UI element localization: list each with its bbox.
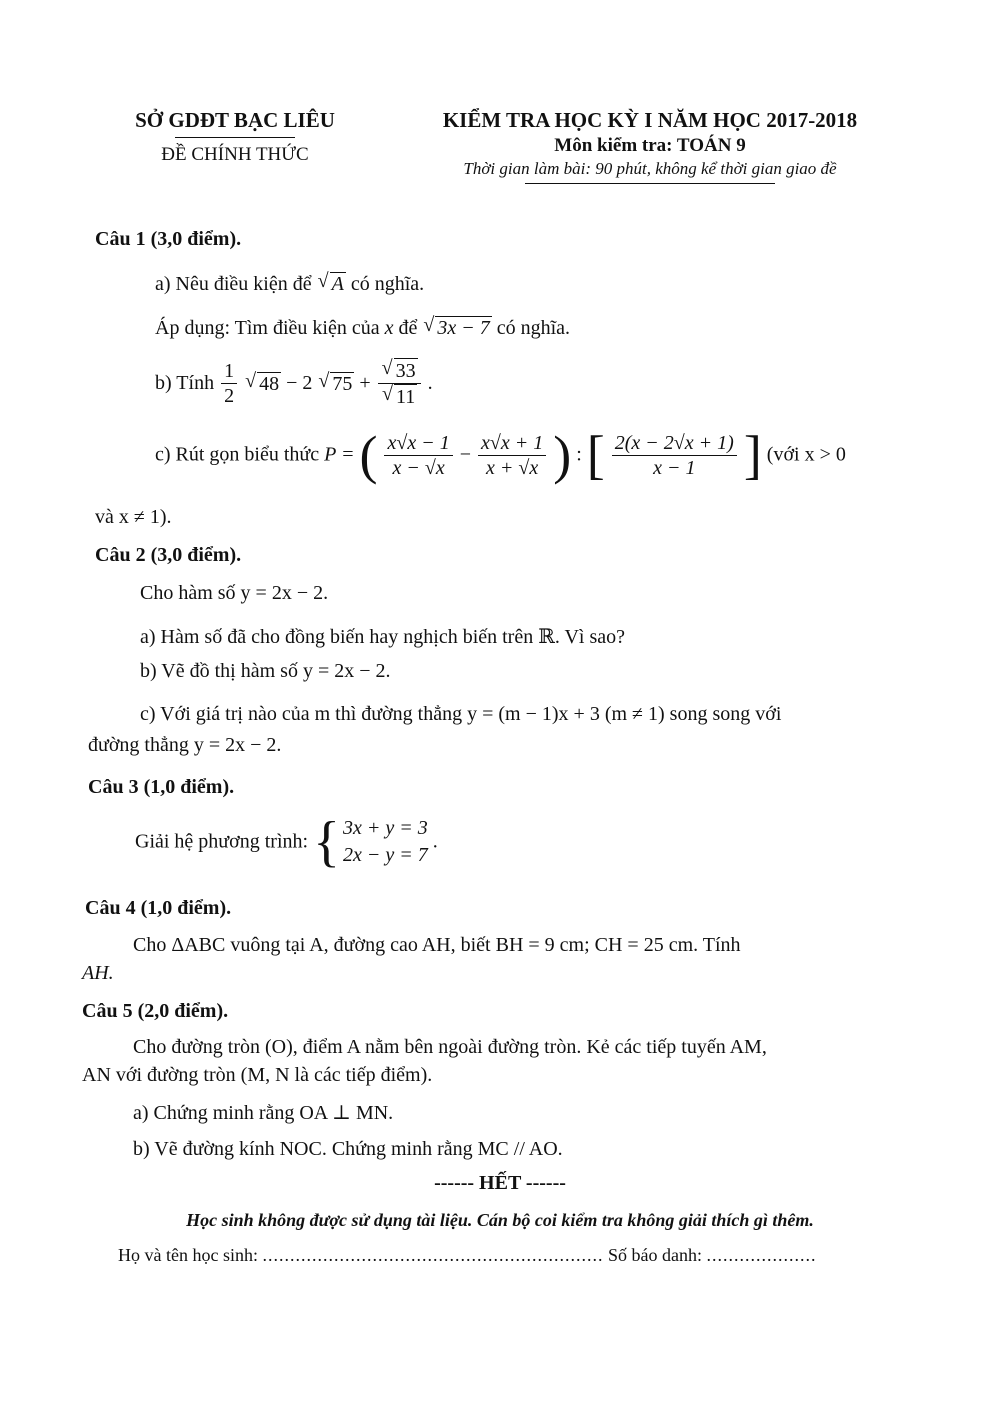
q3-brace: { [313, 811, 340, 873]
q1-b-radical-1 [256, 372, 281, 396]
q1-c-fraction-1 [384, 431, 452, 480]
q1-b-text: b) Tính [155, 372, 215, 394]
q1-b-fnum-wrap [378, 358, 421, 384]
q1-b-half-num: 1 [221, 359, 237, 384]
q1-b-end: . [427, 372, 433, 394]
q1-c-f1den: x − √x [392, 456, 445, 479]
q1-b-mid: − 2 [286, 372, 313, 394]
q1-c-close-paren: ) [553, 425, 572, 485]
q3-intro: Giải hệ phương trình: [135, 830, 309, 853]
q1-b-fden-wrap [378, 384, 420, 409]
q5-text-cont: AN với đường tròn (M, N là các tiếp điểm). [82, 1064, 433, 1086]
exam-subject: Môn kiểm tra: TOÁN 9 [554, 135, 746, 156]
q1-c-fraction-3 [612, 431, 737, 480]
header-left [110, 108, 360, 166]
q3-system [135, 811, 438, 873]
q1-a-radical [329, 272, 346, 296]
official-label: ĐỀ CHÍNH THỨC [161, 144, 309, 165]
q1-c-f3den: x − 1 [653, 456, 696, 479]
q2-part-b: b) Vẽ đồ thị hàm số y = 2x − 2. [140, 660, 391, 682]
q1-c-cond2: và x ≠ 1). [95, 506, 172, 528]
q1-c-fraction-2 [478, 431, 546, 480]
q1-c-open-bracket: [ [586, 425, 605, 485]
q5-part-a: a) Chứng minh rằng OA ⊥ MN. [133, 1102, 394, 1124]
student-id-blank: .................... [706, 1245, 817, 1265]
student-name-blank: .............................................................. [262, 1245, 604, 1265]
q1-c-close-bracket: ] [743, 425, 762, 485]
q1-b-half-den: 2 [224, 385, 235, 407]
question-3-title: Câu 3 (1,0 điểm). [88, 776, 235, 798]
q1-b-r1: √ 48 [257, 372, 281, 396]
q4-text-cont: AH. [82, 962, 114, 984]
student-id-label: Số báo danh: [607, 1245, 702, 1265]
q1-c-cond: (với x > 0 [766, 443, 846, 466]
q1-part-b [155, 358, 433, 409]
q1-b-r2: √ 75 [330, 372, 354, 396]
q2-intro: Cho hàm số y = 2x − 2. [140, 582, 329, 604]
header-underline-right [525, 183, 775, 184]
q1-c-minus: − [459, 443, 471, 466]
q1-c-open-paren: ( [359, 425, 378, 485]
student-name-label: Họ và tên học sinh: [118, 1245, 258, 1265]
q1-apply-tail: có nghĩa. [496, 317, 571, 339]
end-marker: ------ HẾT ------ [434, 1172, 566, 1194]
question-5-title: Câu 5 (2,0 điểm). [82, 1000, 229, 1022]
q3-eq2: 2x − y = 7 [342, 844, 428, 866]
q1-part-a [155, 272, 424, 296]
q1-c-f3num: 2(x − 2√x + 1) [612, 431, 737, 456]
exam-time: Thời gian làm bài: 90 phút, không kể thời gian giao đề [463, 159, 837, 178]
q1-apply-radical [434, 316, 491, 340]
q3-equations [343, 815, 428, 869]
q1-apply-text: Áp dụng: Tìm điều kiện của [155, 317, 380, 339]
q1-b-fden: √ 11 [394, 384, 417, 409]
question-1-title: Câu 1 (3,0 điểm). [95, 228, 242, 250]
q1-b-fnum: √ 33 [394, 358, 418, 383]
q1-c-f1num: x√x − 1 [384, 431, 452, 456]
q2-part-c: c) Với giá trị nào của m thì đường thẳng y = (m − 1)x + 3 (m ≠ 1) song song với [140, 703, 782, 725]
department-name: SỞ GDĐT BẠC LIÊU [135, 108, 335, 132]
header-right [395, 108, 905, 184]
question-2-title: Câu 2 (3,0 điểm). [95, 544, 242, 566]
q1-b-plus: + [359, 372, 371, 394]
q1-apply-var: x [384, 317, 394, 339]
q1-c-f2den: x + √x [486, 456, 539, 479]
q1-apply-mid: để [398, 317, 418, 339]
q2-part-a: a) Hàm số đã cho đồng biến hay nghịch biến trên ℝ. Vì sao? [140, 626, 626, 648]
q1-a-radicand: √ A [330, 272, 346, 296]
q5-part-b: b) Vẽ đường kính NOC. Chứng minh rằng MC // AO. [133, 1138, 563, 1160]
header-underline [175, 137, 295, 138]
q3-eq1: 3x + y = 3 [342, 817, 428, 839]
q1-apply [155, 316, 570, 340]
q1-apply-radicand: √ 3x − 7 [435, 316, 491, 340]
q5-text: Cho đường tròn (O), điểm A nằm bên ngoài đường tròn. Kẻ các tiếp tuyến AM, [133, 1036, 767, 1058]
q1-part-c [155, 425, 846, 485]
question-4-title: Câu 4 (1,0 điểm). [85, 897, 232, 919]
q1-c-f2num: x√x + 1 [478, 431, 546, 456]
student-info-line [118, 1245, 816, 1266]
q3-equation-system [313, 811, 428, 873]
q1-c-P: P = [324, 443, 355, 466]
q2-part-c-cont: đường thẳng y = 2x − 2. [88, 734, 282, 756]
q1-a-tail: có nghĩa. [350, 273, 425, 295]
q1-a-text: a) Nêu điều kiện để [155, 273, 312, 295]
exam-note: Học sinh không được sử dụng tài liệu. Cán bộ coi kiểm tra không giải thích gì thêm. [186, 1210, 814, 1230]
q4-text: Cho ΔABC vuông tại A, đường cao AH, biết BH = 9 cm; CH = 25 cm. Tính [133, 934, 741, 956]
q1-b-fraction [378, 358, 421, 409]
q3-end: . [432, 830, 438, 853]
exam-title: KIỂM TRA HỌC KỲ I NĂM HỌC 2017-2018 [442, 108, 858, 132]
q1-b-half [221, 359, 237, 408]
q1-c-text: c) Rút gọn biểu thức [155, 443, 320, 466]
q1-b-radical-2 [329, 372, 354, 396]
q1-c-colon: : [576, 443, 582, 466]
